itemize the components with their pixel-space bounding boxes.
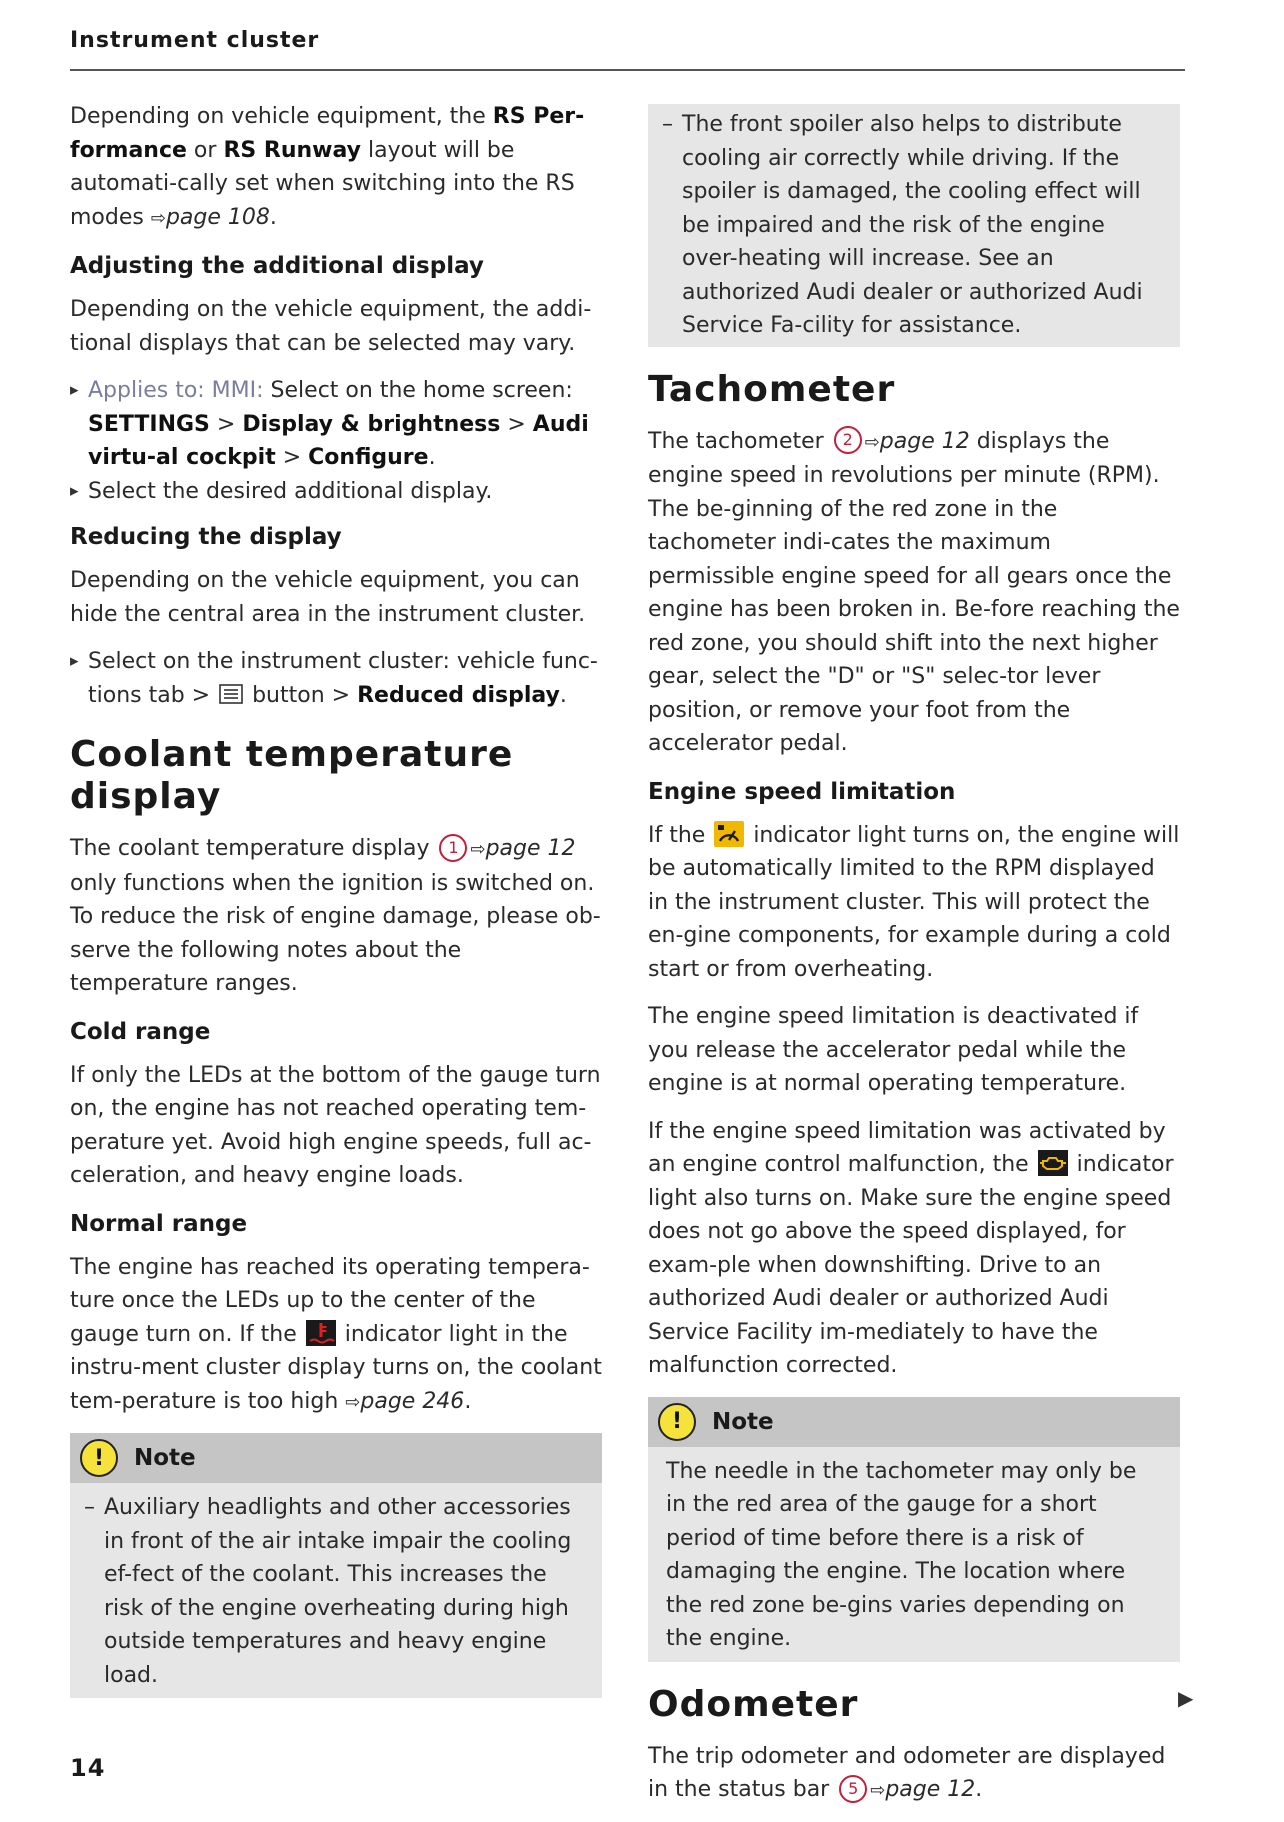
warning-icon: ! xyxy=(658,1403,696,1441)
note-body xyxy=(70,1483,602,1698)
cold-paragraph: If only the LEDs at the bottom of the gauge turn on, the engine has not reached operating tem-perature yet. Avoid high engine speeds, full ac-celeration, and heavy engine loads. xyxy=(70,1062,601,1188)
limit-paragraph-2: The engine speed limitation is deactivated if you release the accelerator pedal while the engine is at normal operating temperature. xyxy=(648,1004,1139,1096)
note-header xyxy=(648,1397,1180,1447)
note-box xyxy=(70,1433,602,1698)
note-box xyxy=(648,1397,1180,1662)
running-header: Instrument cluster xyxy=(70,28,320,53)
note-item: – The front spoiler also helps to distribute cooling air correctly while driving. If the spoiler is damaged, the cooling effect will be impaired and the risk of the engine over-heating will increase. See an authorized Audi dealer or authorized Audi Service Fa-cility for assistance. xyxy=(666,108,1162,343)
coolant-heading: Coolant temperature display xyxy=(70,734,514,817)
normal-heading: Normal range xyxy=(70,1210,248,1237)
note-title: Note xyxy=(712,1408,774,1435)
note-text: The needle in the tachometer may only be in the red area of the gauge for a short period of time before there is a risk of damaging the engine. The location where the red zone be-gins varies depending on the engine. xyxy=(666,1458,1137,1651)
left-column xyxy=(70,100,602,1698)
page-ref-link[interactable]: page 246 xyxy=(360,1388,465,1414)
tachometer-paragraph: The tachometer 2 ⇨page 12 displays the engine speed in revolutions per minute (RPM). The be-ginning of the red zone in the tachometer indi-cates the maximum permissible engine speed for all gears once the engine has been broken in. Be-fore reaching the red zone, you should shift into the next higher gear, select the "D" or "S" selec-tor lever position, or remove your foot from the accelerator pedal. xyxy=(648,425,1180,761)
ref-arrow-icon: ⇨ xyxy=(470,839,486,860)
note-title: Note xyxy=(134,1445,196,1471)
page-ref-link[interactable]: page 12 xyxy=(879,428,970,454)
header-rule xyxy=(70,69,1185,71)
callout-number: 2 xyxy=(834,426,862,454)
page-ref-link[interactable]: page 108 xyxy=(165,204,270,230)
step-item: ▸ Select the desired additional display. xyxy=(70,475,602,509)
right-column xyxy=(648,104,1180,1822)
reduce-paragraph: Depending on the vehicle equipment, you can hide the central area in the instrument cluster. xyxy=(70,568,586,627)
ref-arrow-icon: ⇨ xyxy=(870,1780,886,1801)
adjust-heading: Adjusting the additional display xyxy=(70,253,484,279)
tachometer-heading: Tachometer xyxy=(648,368,896,410)
note-body xyxy=(648,1447,1180,1662)
callout-number: 5 xyxy=(839,1775,867,1803)
odometer-paragraph: The trip odometer and odometer are displayed in the status bar 5 ⇨page 12. xyxy=(648,1743,1166,1802)
adjust-paragraph: Depending on the vehicle equipment, the addi-tional displays that can be selected may vary. xyxy=(70,297,592,356)
callout-number: 1 xyxy=(439,834,467,862)
cold-heading: Cold range xyxy=(70,1018,211,1045)
engine-speed-limit-icon xyxy=(714,821,744,847)
page-ref-link[interactable]: page 12 xyxy=(485,836,576,861)
reduce-heading: Reducing the display xyxy=(70,524,342,550)
ref-arrow-icon: ⇨ xyxy=(345,1391,361,1413)
reduce-steps xyxy=(70,645,602,712)
spoiler-note-continuation xyxy=(648,104,1180,347)
engine-control-icon xyxy=(1038,1150,1068,1176)
ref-arrow-icon: ⇨ xyxy=(864,431,880,453)
normal-paragraph: The engine has reached its operating tempera-ture once the LEDs up to the center of the gauge turn on. If the indicator light in the instru-ment cluster display turns on, the coolant tem-perature is too high ⇨page 246. xyxy=(70,1254,602,1414)
continue-arrow-icon: ▶ xyxy=(1178,1686,1194,1710)
odometer-heading: Odometer xyxy=(648,1683,859,1725)
note-header xyxy=(70,1433,602,1483)
limit-paragraph-3: If the engine speed limitation was activated by an engine control malfunction, the indicator light also turns on. Make sure the engine speed does not go above the speed displayed, for exam-ple when downshifting. Drive to an authorized Audi dealer or authorized Audi Service Facility im-mediately to have the malfunction corrected. xyxy=(648,1118,1174,1378)
warning-icon: ! xyxy=(80,1439,118,1477)
page-number: 14 xyxy=(70,1754,106,1782)
note-item: – Auxiliary headlights and other accessories in front of the air intake impair the cooling ef-fect of the coolant. This increases the risk of the engine overheating during high outside temperatures and heavy engine load. xyxy=(88,1491,584,1692)
step-item: ▸ Select on the instrument cluster: vehicle func-tions tab > button > Reduced display. xyxy=(70,645,602,712)
intro-paragraph: Depending on vehicle equipment, the RS Per-formance or RS Runway layout will be automati-cally set when switching into the RS modes ⇨page 108. xyxy=(70,104,585,230)
ref-arrow-icon: ⇨ xyxy=(150,207,166,229)
coolant-paragraph: The coolant temperature display 1 ⇨page 12 only functions when the ignition is switched on. To reduce the risk of engine damage, please ob-serve the following notes about the temperature ranges. xyxy=(70,832,602,1001)
list-button-icon xyxy=(219,684,243,704)
limit-heading: Engine speed limitation xyxy=(648,778,956,805)
adjust-steps xyxy=(70,374,602,508)
coolant-temperature-icon xyxy=(306,1320,336,1346)
limit-paragraph-1: If the indicator light turns on, the engine will be automatically limited to the RPM displayed in the instrument cluster. This will protect the en-gine components, for example during a cold start or from overheating. xyxy=(648,822,1180,982)
step-item: ▸ Applies to: MMI: Select on the home screen: SETTINGS > Display & brightness > Audi virtu-al cockpit > Configure. xyxy=(70,374,602,475)
page-ref-link[interactable]: page 12 xyxy=(885,1777,976,1802)
